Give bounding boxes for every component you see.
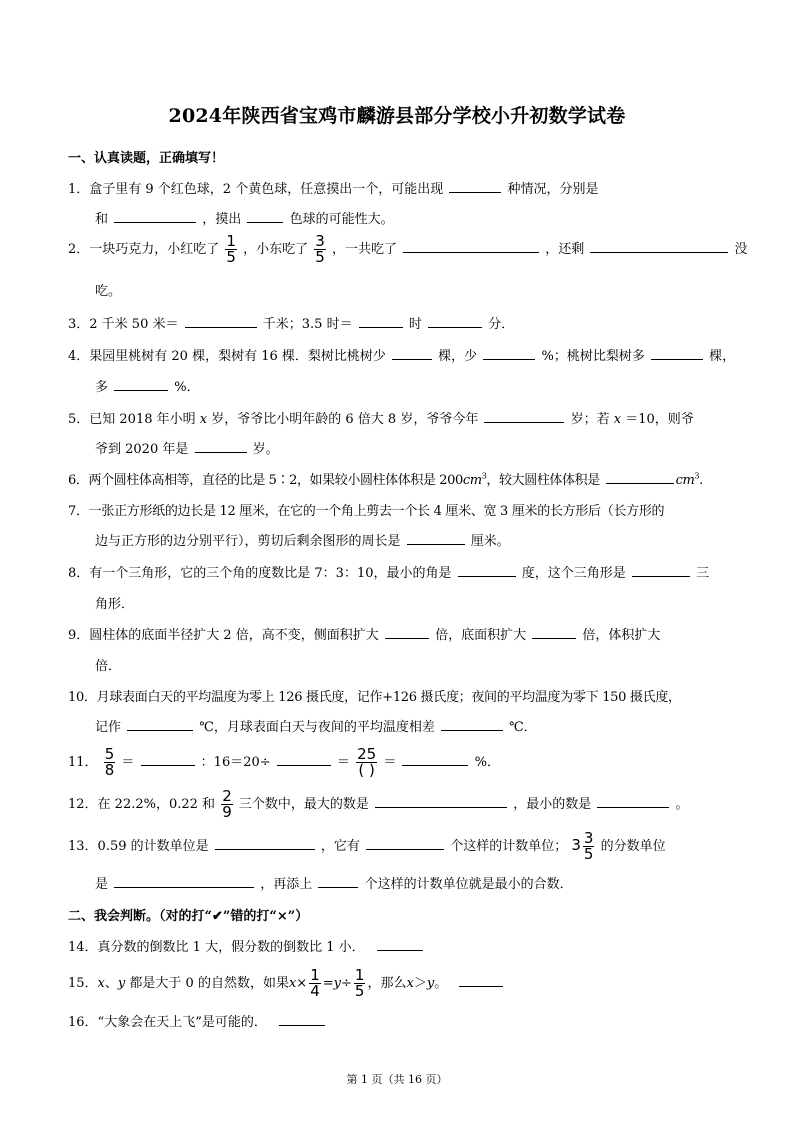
q3-blank-km[interactable] — [185, 315, 257, 328]
question-7-line-2 — [95, 530, 510, 549]
question-6 — [68, 469, 703, 488]
question-5-line-2 — [95, 438, 279, 457]
question-9-line-1 — [68, 624, 660, 643]
question-5-line-1 — [68, 408, 694, 427]
q3-text-a: 3．2 千米 50 米＝ — [68, 317, 179, 332]
q5-text-a: 5．已知 2018 年小明 — [68, 412, 196, 427]
q1-text-b: 种情况，分别是 — [507, 182, 599, 197]
fraction-two-ninths: $\frac{2}{9}$ — [222, 787, 232, 821]
question-3 — [68, 313, 514, 332]
page-footer: 第 1 页（共 16 页） — [346, 1073, 448, 1086]
q6-exp-2: 3 — [694, 471, 700, 481]
q1-text-e: 色球的可能性大。 — [289, 212, 394, 227]
q5-text-f: 岁。 — [252, 442, 279, 457]
q9-text-b: 倍，底面积扩大 — [435, 628, 527, 643]
q2-text-d: ，还剩 — [545, 242, 585, 257]
q13-text-g: 个这样的计数单位就是最小的合数． — [364, 877, 573, 892]
question-7-line-1: 7．一张正方形纸的边长是 12 厘米，在它的一个角上剪去一个长 4 厘米、宽 3 厘米的长方形后（长方形的 — [68, 504, 665, 519]
q15-gt: ＞ — [413, 976, 427, 991]
q15-var-x: x — [97, 976, 105, 991]
q15-text-b: 都是大于 0 的自然数，如果 — [129, 976, 289, 991]
q12-text-c: ，最小的数是 — [513, 797, 592, 812]
q15-var-y-3: y — [426, 976, 435, 991]
question-16 — [68, 1011, 327, 1030]
question-12 — [68, 789, 689, 820]
q11-blank-divisor[interactable] — [277, 753, 331, 766]
q12-text-b: 三个数中，最大的数是 — [238, 797, 369, 812]
q4-text-c: %；桃树比梨树多 — [541, 349, 645, 364]
q4-text-b: 棵，少 — [438, 349, 478, 364]
q5-text-b: 岁，爷爷比小明年龄的 6 倍大 8 岁，爷爷今年 — [211, 412, 479, 427]
q2-text-a: 2．一块巧克力，小红吃了 — [68, 242, 220, 257]
q10-blank-night-temp[interactable] — [127, 718, 193, 731]
q4-blank-more-percent[interactable] — [114, 378, 168, 391]
q3-blank-minutes[interactable] — [428, 315, 482, 328]
question-2-line-2: 吃。 — [95, 284, 122, 299]
q13-text-c: 个这样的计数单位； — [450, 839, 568, 854]
q15-dot: 。 — [434, 976, 448, 991]
q11-text-c: ：16＝20÷ — [200, 755, 271, 770]
section-2-heading: 二、我会判断。（对的打“✔”错的打“×”） — [68, 909, 309, 924]
q13-blank-unit[interactable] — [215, 837, 315, 850]
fraction-one-fifth: $\frac{1}{5}$ — [226, 232, 236, 266]
q4-text-d: 棵， — [709, 349, 736, 364]
q12-text-a: 12．在 22.2%，0.22 和 — [68, 797, 216, 812]
q14-text-a: 14．真分数的倒数比 1 大，假分数的倒数比 1 小． — [68, 940, 365, 955]
q15-var-y: y — [117, 976, 126, 991]
question-15 — [68, 968, 505, 999]
q15-sep: 、 — [104, 976, 118, 991]
q5-var-x: x — [199, 412, 208, 427]
question-13-line-1 — [68, 831, 666, 862]
q1-text-c: 和 — [95, 212, 109, 227]
q6-blank-volume[interactable] — [606, 471, 674, 484]
q10-text-c: ℃，月球表面白天与夜间的平均温度相差 — [199, 720, 435, 735]
q13-text-e: 是 — [95, 877, 109, 892]
q5-blank-grandpa-age[interactable] — [484, 410, 564, 423]
q2-blank-eaten[interactable] — [403, 240, 539, 253]
q13-blank-add-count[interactable] — [318, 875, 358, 888]
q1-text-d: ，摸出 — [202, 212, 242, 227]
fraction-one-fifth-q15: $\frac{1}{5}$ — [354, 966, 365, 1000]
q1-blank-count[interactable] — [449, 180, 501, 193]
q4-text-e: 多 — [95, 380, 109, 395]
q12-blank-largest[interactable] — [375, 795, 507, 808]
q1-blank-outcomes[interactable] — [114, 210, 196, 223]
q8-blank-smallest-angle[interactable] — [458, 564, 516, 577]
q5-text-d: ＝10，则爷 — [625, 412, 694, 427]
q15-var-x-2: x — [288, 976, 297, 991]
q13-text-d: 的分数单位 — [600, 839, 666, 854]
q7-text-b: 边与正方形的边分别平行），剪切后剩余图形的周长是 — [95, 534, 401, 549]
q16-blank-judgment[interactable] — [279, 1013, 325, 1026]
question-9-line-2: 倍． — [95, 659, 122, 674]
q4-blank-less-count[interactable] — [392, 347, 432, 360]
q8-text-a: 8．有一个三角形，它的三个角的度数比是 7：3：10，最小的角是 — [68, 566, 452, 581]
q8-text-c: 三 — [696, 566, 710, 581]
question-2-line-1 — [68, 234, 748, 265]
question-1-line-1 — [68, 178, 599, 197]
question-4-line-2 — [95, 376, 200, 395]
q12-blank-smallest[interactable] — [597, 795, 669, 808]
q9-blank-lateral[interactable] — [385, 626, 429, 639]
question-1-line-2 — [95, 208, 394, 227]
q15-div: ÷ — [341, 976, 352, 991]
q11-text-f: %． — [474, 755, 500, 770]
question-4-line-1 — [68, 345, 735, 364]
q11-text-d: ＝ — [336, 755, 350, 770]
q2-text-c: ，一共吃了 — [331, 242, 397, 257]
q13-text-b: ，它有 — [320, 839, 360, 854]
q15-var-x-3: x — [406, 976, 414, 991]
q9-text-c: 倍，体积扩大 — [582, 628, 661, 643]
q6-text-c: . — [699, 473, 703, 488]
q11-blank-ratio[interactable] — [141, 753, 195, 766]
q11-text-a: 11． — [68, 755, 98, 770]
fraction-one-quarter: $\frac{1}{4}$ — [310, 966, 320, 1000]
q6-unit: cm — [462, 473, 482, 488]
q15-eq: = — [322, 976, 334, 991]
q6-unit-2: cm — [675, 473, 695, 488]
q5-text-c: 岁；若 — [570, 412, 610, 427]
q2-text-e: 没 — [734, 242, 748, 257]
question-14 — [68, 936, 425, 955]
q2-blank-left[interactable] — [590, 240, 728, 253]
fraction-25-over-blank: $\frac{25}{( )}$ — [357, 745, 377, 779]
q11-blank-percent[interactable] — [402, 753, 468, 766]
q3-text-d: 分． — [488, 317, 515, 332]
q11-text-b: ＝ — [121, 755, 135, 770]
q14-blank-judgment[interactable] — [377, 938, 423, 951]
q11-text-e: ＝ — [383, 755, 397, 770]
question-10-line-1: 10．月球表面白天的平均温度为零上 126 摄氏度，记作+126 摄氏度；夜间的平均温度为零下 150 摄氏度， — [68, 690, 681, 705]
question-8-line-2: 角形． — [95, 597, 135, 612]
q6-text-a: 6．两个圆柱体高相等，直径的比是 5∶2，如果较小圆柱体体积是 200 — [68, 473, 463, 488]
q5-var-x-2: x — [613, 412, 622, 427]
q2-text-b: ，小东吃了 — [243, 242, 309, 257]
q13-text-f: ，再添上 — [260, 877, 313, 892]
page-title: 2024年陕西省宝鸡市麟游县部分学校小升初数学试卷 — [168, 105, 626, 127]
q15-text-c: ，那么 — [367, 976, 407, 991]
q3-blank-hours[interactable] — [359, 315, 403, 328]
q7-blank-perimeter[interactable] — [407, 532, 465, 545]
q7-text-c: 厘米。 — [470, 534, 510, 549]
q3-text-b: 千米；3.5 时＝ — [262, 317, 353, 332]
q13-text-a: 13．0.59 的计数单位是 — [68, 839, 209, 854]
q9-blank-base[interactable] — [532, 626, 576, 639]
q15-text-a: 15． — [68, 976, 98, 991]
q12-text-d: 。 — [675, 797, 689, 812]
question-10-line-2 — [95, 716, 537, 735]
fraction-three-fifths-mixed: $\frac{3}{5}$ — [583, 829, 594, 863]
q8-text-b: 度，这个三角形是 — [521, 566, 626, 581]
q1-blank-color[interactable] — [247, 210, 283, 223]
q15-var-y-2: y — [333, 976, 342, 991]
q6-exp: 3 — [481, 471, 487, 481]
question-8-line-1 — [68, 562, 709, 581]
fraction-five-eighths: $\frac{5}{8}$ — [104, 745, 115, 779]
q4-text-a: 4．果园里桃树有 20 棵，梨树有 16 棵．梨树比桃树少 — [68, 349, 386, 364]
q5-blank-age-2020[interactable] — [195, 440, 247, 453]
q10-blank-difference[interactable] — [441, 718, 503, 731]
q6-text-b: ，较大圆柱体体积是 — [486, 473, 600, 488]
q1-text-a: 1．盒子里有 9 个红色球，2 个黄色球，任意摸出一个，可能出现 — [68, 182, 444, 197]
q15-blank-judgment[interactable] — [459, 974, 503, 987]
question-11 — [68, 747, 500, 778]
q4-text-f: %． — [174, 380, 200, 395]
section-1-heading: 一、认真读题，正确填写！ — [68, 151, 225, 166]
q3-text-c: 时 — [408, 317, 422, 332]
q16-text-a: 16．“大象会在天上飞”是可能的． — [68, 1015, 267, 1030]
q15-times: × — [296, 976, 308, 991]
question-13-line-2 — [95, 873, 573, 892]
q13-blank-count[interactable] — [366, 837, 444, 850]
q10-text-b: 记作 — [95, 720, 122, 735]
q4-blank-more-count[interactable] — [651, 347, 703, 360]
q13-mixed-whole: 3 — [571, 836, 581, 854]
q13-blank-fraction-unit[interactable] — [114, 875, 254, 888]
q8-blank-triangle-type[interactable] — [632, 564, 690, 577]
fraction-three-fifths: $\frac{3}{5}$ — [315, 232, 325, 266]
q4-blank-less-percent[interactable] — [483, 347, 535, 360]
q5-text-e: 爷到 2020 年是 — [95, 442, 189, 457]
q9-text-a: 9．圆柱体的底面半径扩大 2 倍，高不变，侧面积扩大 — [68, 628, 379, 643]
q10-text-d: ℃． — [509, 720, 537, 735]
